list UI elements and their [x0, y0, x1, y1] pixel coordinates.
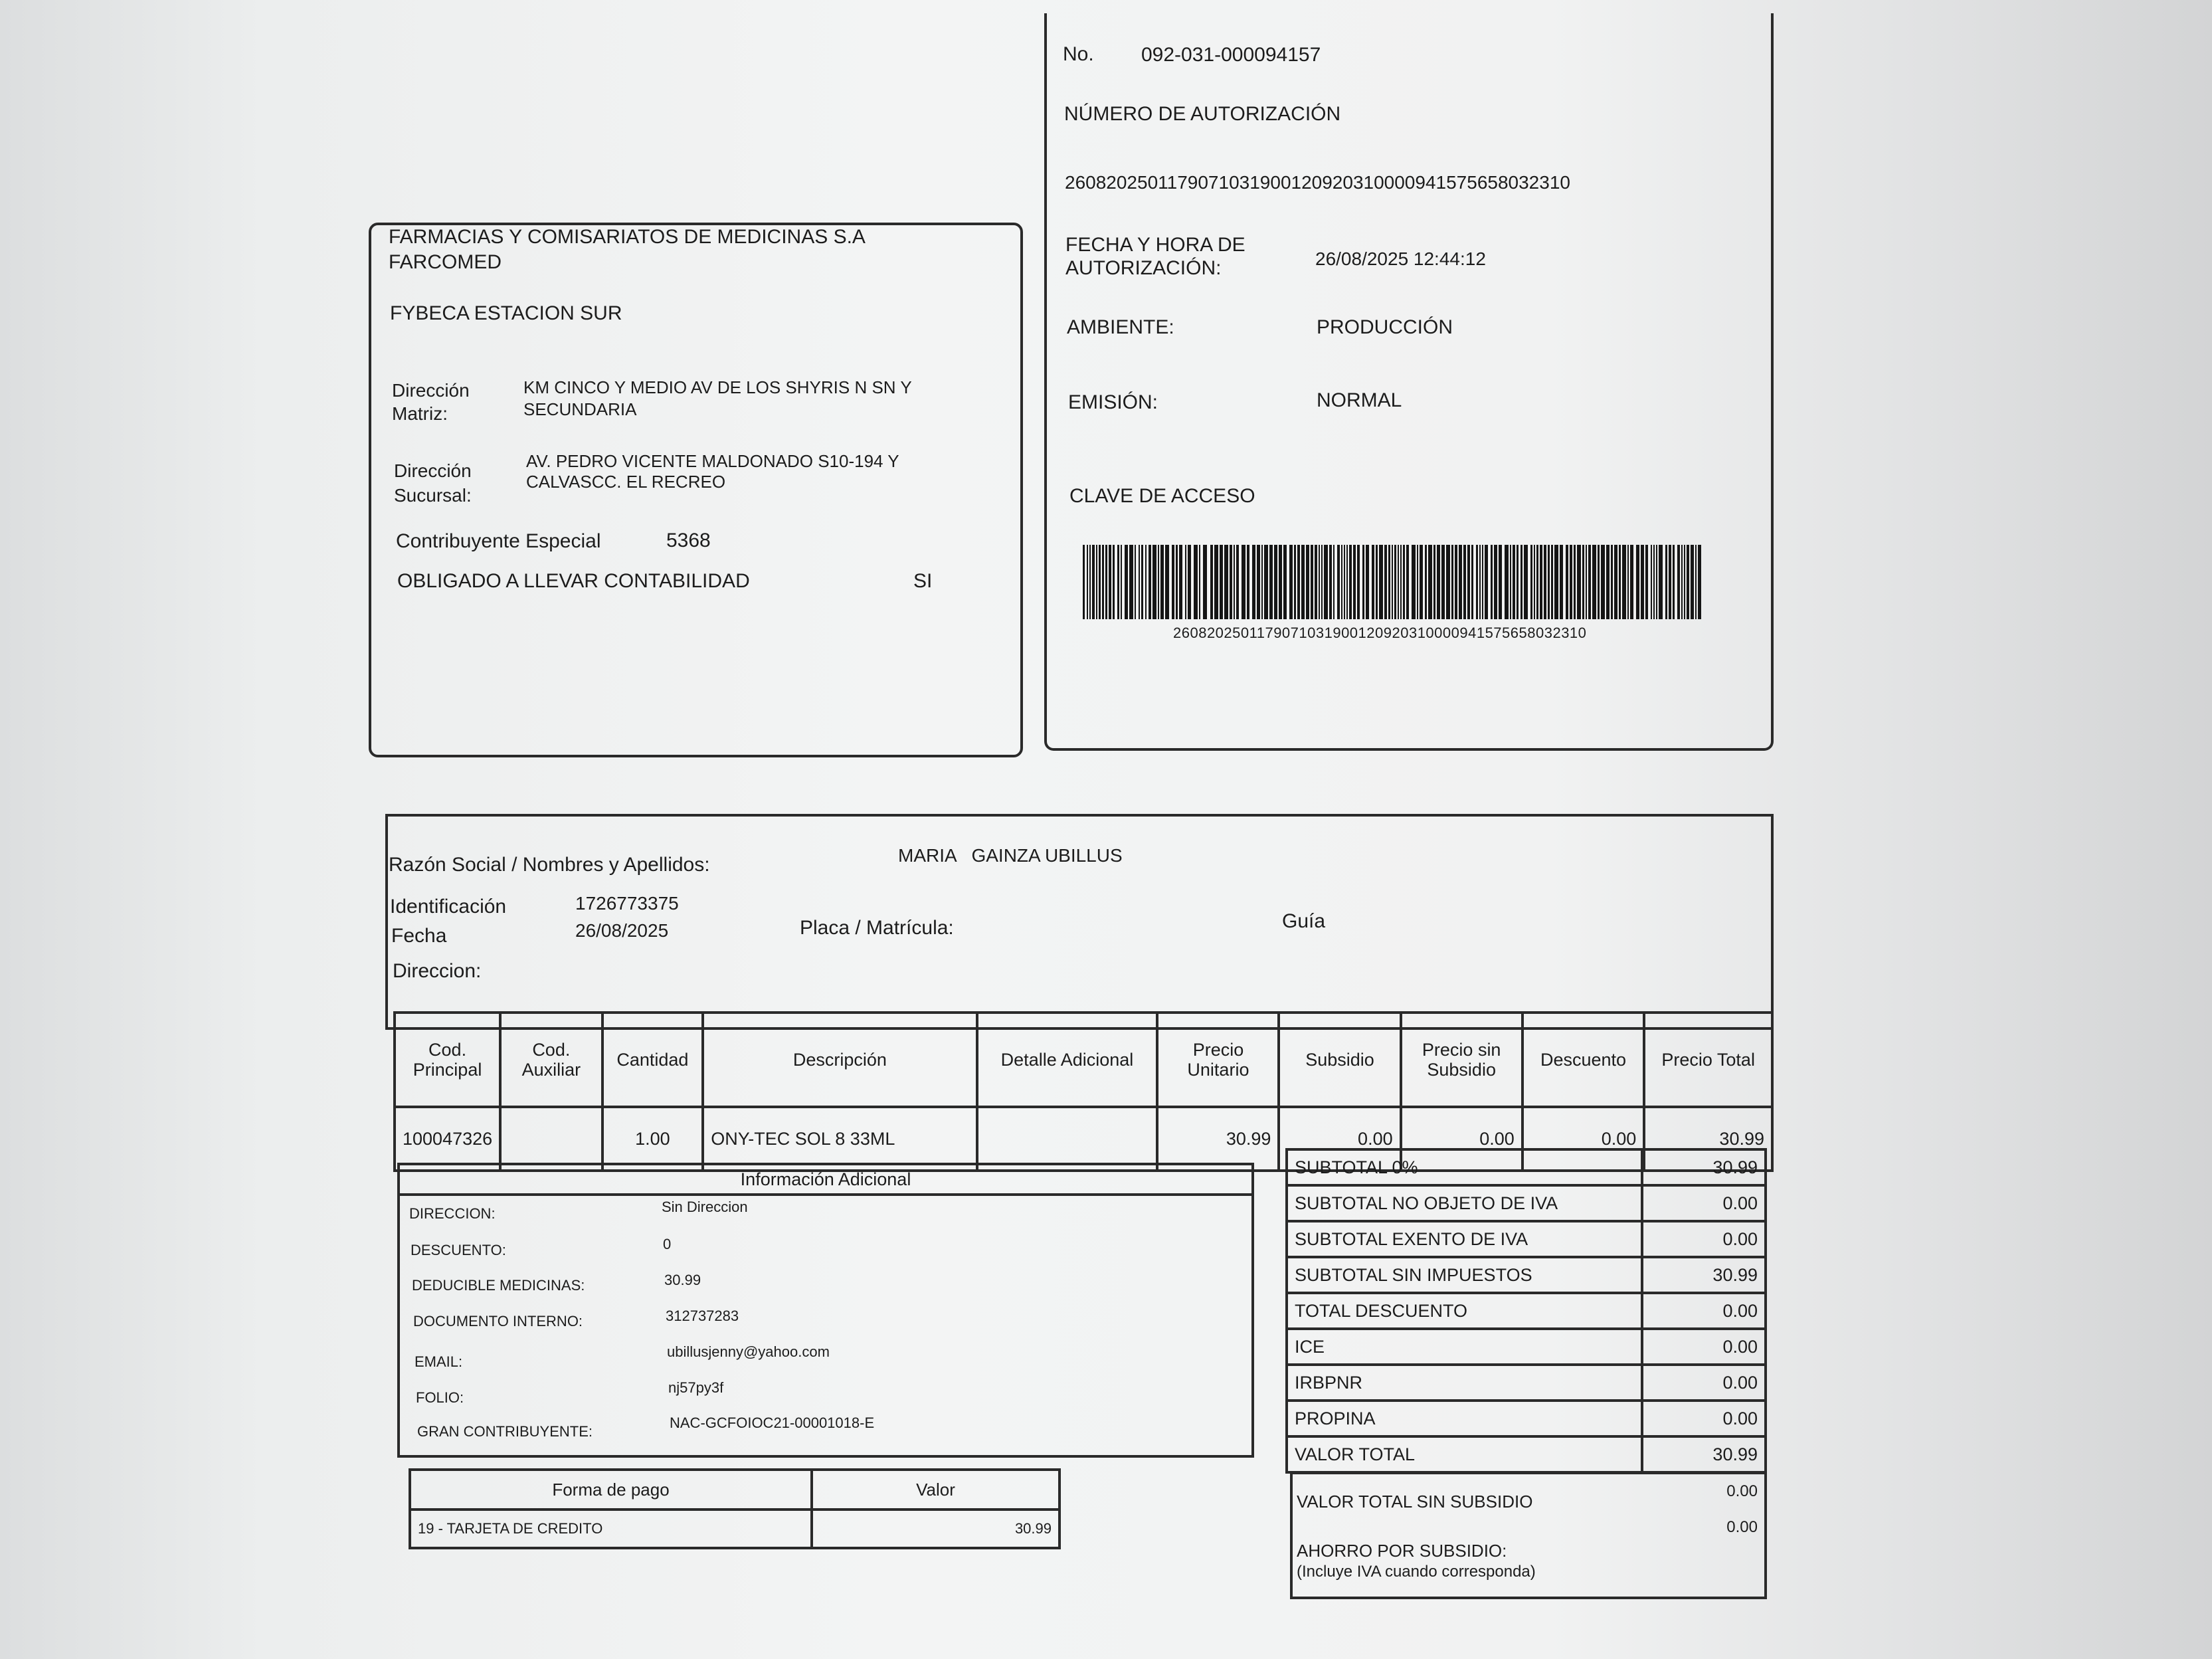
- info-label-email: EMAIL:: [415, 1353, 463, 1370]
- barcode-bar: [1324, 545, 1328, 619]
- barcode-bar: [1252, 545, 1255, 619]
- barcode-bar: [1451, 545, 1453, 619]
- contabilidad-value: SI: [913, 570, 933, 592]
- totals-label: SUBTOTAL EXENTO DE IVA: [1287, 1221, 1642, 1257]
- col-subsidio: Subsidio: [1279, 1013, 1400, 1107]
- razon-social-label: Razón Social / Nombres y Apellidos:: [389, 854, 710, 876]
- barcode-bar: [1433, 545, 1435, 619]
- barcode-bar: [1149, 545, 1151, 619]
- barcode-bar: [1179, 545, 1182, 619]
- totals-label: SUBTOTAL SIN IMPUESTOS: [1287, 1257, 1642, 1293]
- barcode-bar: [1494, 545, 1497, 619]
- barcode-bar: [1517, 545, 1519, 619]
- barcode-bar: [1534, 545, 1535, 619]
- totals-label: IRBPNR: [1287, 1365, 1642, 1401]
- barcode-bar: [1606, 545, 1610, 619]
- barcode-bar: [1306, 545, 1309, 619]
- issuer-name-line2: FARCOMED: [389, 251, 502, 273]
- totals-value: 0.00: [1642, 1293, 1766, 1329]
- barcode-bar: [1510, 545, 1511, 619]
- authorization-date-label-2: AUTORIZACIÓN:: [1065, 257, 1222, 279]
- barcode-bar: [1117, 545, 1119, 619]
- barcode-bar: [1194, 545, 1198, 619]
- barcode-bar: [1592, 545, 1596, 619]
- barcode-bar: [1698, 545, 1701, 619]
- barcode-bar: [1499, 545, 1502, 619]
- barcode-bar: [1548, 545, 1550, 619]
- totals-row: [1287, 1329, 1766, 1365]
- info-label-documento: DOCUMENTO INTERNO:: [413, 1313, 583, 1329]
- barcode-bar: [1459, 545, 1462, 619]
- barcode-bar: [1446, 545, 1450, 619]
- barcode-bar: [1530, 545, 1532, 619]
- barcode-text: 2608202501179071031900120920310000941575658032310: [1173, 625, 1587, 641]
- barcode-bar: [1160, 545, 1164, 619]
- barcode-bar: [1673, 545, 1675, 619]
- barcode-bar: [1412, 545, 1416, 619]
- contribuyente-label: Contribuyente Especial: [396, 530, 601, 552]
- barcode-bar: [1540, 545, 1542, 619]
- payment-method-value: 19 - TARJETA DE CREDITO: [410, 1510, 812, 1548]
- info-value-gran-contribuyente: NAC-GCFOIOC21-00001018-E: [670, 1415, 875, 1431]
- info-label-gran-contribuyente: GRAN CONTRIBUYENTE:: [417, 1423, 593, 1440]
- barcode-bar: [1203, 545, 1207, 619]
- col-forma-pago: Forma de pago: [410, 1470, 812, 1510]
- info-value-direccion: Sin Direccion: [662, 1199, 748, 1215]
- col-cantidad: Cantidad: [602, 1013, 703, 1107]
- barcode-bar: [1141, 545, 1143, 619]
- col-cod-auxiliar: Cod. Auxiliar: [500, 1013, 602, 1107]
- sucursal-label-2: Sucursal:: [394, 485, 472, 506]
- barcode-bar: [1582, 545, 1584, 619]
- barcode-bar: [1294, 545, 1296, 619]
- barcode-bar: [1482, 545, 1483, 619]
- barcode-bar: [1463, 545, 1466, 619]
- placa-label: Placa / Matrícula:: [800, 917, 954, 939]
- barcode-bar: [1598, 545, 1600, 619]
- barcode-bar: [1247, 545, 1249, 619]
- totals-value: 0.00: [1642, 1185, 1766, 1221]
- barcode-bar: [1695, 545, 1697, 619]
- barcode-bar: [1544, 545, 1546, 619]
- barcode-bar: [1471, 545, 1473, 619]
- barcode-bar: [1622, 545, 1626, 619]
- barcode-bar: [1269, 545, 1273, 619]
- barcode-bar: [1651, 545, 1652, 619]
- barcode-bar: [1172, 545, 1174, 619]
- barcode-bar: [1554, 545, 1558, 619]
- totals-value: 30.99: [1642, 1257, 1766, 1293]
- barcode-bar: [1234, 545, 1235, 619]
- cell-descripcion: ONY-TEC SOL 8 33ML: [703, 1107, 976, 1171]
- totals-row: [1287, 1221, 1766, 1257]
- ahorro-value: 0.00: [1726, 1518, 1758, 1536]
- barcode-bar: [1337, 545, 1340, 619]
- barcode-bar: [1577, 545, 1581, 619]
- barcode-bar: [1105, 545, 1107, 619]
- barcode-bar: [1636, 545, 1639, 619]
- barcode-bar: [1653, 545, 1655, 619]
- barcode-bar: [1641, 545, 1644, 619]
- info-value-descuento: 0: [663, 1236, 672, 1252]
- barcode-bar: [1521, 545, 1522, 619]
- barcode-bar: [1437, 545, 1440, 619]
- barcode-bar: [1485, 545, 1488, 619]
- cell-precio-unitario: 30.99: [1157, 1107, 1279, 1171]
- col-precio-unitario: Precio Unitario: [1157, 1013, 1279, 1107]
- info-label-descuento: DESCUENTO:: [411, 1242, 506, 1258]
- barcode-bar: [1089, 545, 1091, 619]
- barcode-bar: [1297, 545, 1300, 619]
- barcode-bar: [1656, 545, 1657, 619]
- totals-label: VALOR TOTAL: [1287, 1436, 1642, 1472]
- ambiente-label: AMBIENTE:: [1067, 316, 1174, 338]
- barcode-bar: [1279, 545, 1282, 619]
- barcode-bar: [1353, 545, 1356, 619]
- cell-subsidio: 0.00: [1279, 1107, 1400, 1171]
- barcode-bar: [1388, 545, 1390, 619]
- col-detalle-adicional: Detalle Adicional: [977, 1013, 1158, 1107]
- barcode-bar: [1398, 545, 1399, 619]
- barcode-bar: [1513, 545, 1515, 619]
- barcode-bar: [1109, 545, 1111, 619]
- direccion-label: Direccion:: [393, 960, 482, 982]
- barcode-bar: [1425, 545, 1427, 619]
- barcode-bar: [1096, 545, 1097, 619]
- barcode-bar: [1083, 545, 1085, 619]
- barcode-bar: [1236, 545, 1239, 619]
- col-descripcion: Descripción: [703, 1013, 976, 1107]
- barcode-bar: [1092, 545, 1095, 619]
- barcode-bar: [1601, 545, 1605, 619]
- col-precio-sin-subsidio: Precio sin Subsidio: [1401, 1013, 1522, 1107]
- barcode-bar: [1357, 545, 1360, 619]
- barcode-bar: [1264, 545, 1268, 619]
- barcode-bar: [1574, 545, 1576, 619]
- cell-detalle: [977, 1107, 1158, 1171]
- totals-row: [1287, 1365, 1766, 1401]
- totals-row: [1287, 1401, 1766, 1436]
- barcode-bar: [1139, 545, 1140, 619]
- barcode-bar: [1125, 545, 1128, 619]
- barcode-bar: [1333, 545, 1335, 619]
- access-key-barcode: [1083, 545, 1707, 630]
- authorization-date-value: 26/08/2025 12:44:12: [1315, 248, 1486, 269]
- barcode-bar: [1210, 545, 1213, 619]
- totals-label: TOTAL DESCUENTO: [1287, 1293, 1642, 1329]
- barcode-bar: [1135, 545, 1136, 619]
- info-value-folio: nj57py3f: [668, 1379, 724, 1396]
- barcode-bar: [1230, 545, 1232, 619]
- info-value-deducible: 30.99: [664, 1272, 701, 1288]
- totals-row: [1287, 1149, 1766, 1185]
- totals-row: [1287, 1293, 1766, 1329]
- barcode-bar: [1455, 545, 1457, 619]
- barcode-bar: [1329, 545, 1332, 619]
- barcode-bar: [1152, 545, 1156, 619]
- emision-label: EMISIÓN:: [1068, 391, 1158, 413]
- info-label-deducible: DEDUCIBLE MEDICINAS:: [412, 1277, 585, 1294]
- payment-header-row: [410, 1470, 1060, 1510]
- barcode-bar: [1684, 545, 1685, 619]
- barcode-bar: [1289, 545, 1293, 619]
- cell-precio-total: 30.99: [1644, 1107, 1772, 1171]
- barcode-bar: [1341, 545, 1342, 619]
- barcode-bar: [1315, 545, 1317, 619]
- barcode-bar: [1224, 545, 1228, 619]
- totals-label: SUBTOTAL NO OBJETO DE IVA: [1287, 1185, 1642, 1221]
- items-header-row: [395, 1013, 1772, 1107]
- barcode-bar: [1087, 545, 1088, 619]
- barcode-bar: [1376, 545, 1378, 619]
- barcode-bar: [1476, 545, 1478, 619]
- barcode-bar: [1344, 545, 1345, 619]
- fecha-value: 26/08/2025: [575, 920, 669, 941]
- fecha-label: Fecha: [391, 925, 447, 947]
- totals-value: 0.00: [1642, 1221, 1766, 1257]
- barcode-bar: [1428, 545, 1432, 619]
- identificacion-label: Identificación: [390, 896, 507, 918]
- info-adicional-title: Información Adicional: [400, 1165, 1251, 1196]
- barcode-bar: [1311, 545, 1313, 619]
- barcode-bar: [1362, 545, 1364, 619]
- col-valor: Valor: [812, 1470, 1060, 1510]
- barcode-bar: [1274, 545, 1277, 619]
- emision-value: NORMAL: [1317, 389, 1402, 411]
- barcode-bar: [1113, 545, 1115, 619]
- barcode-bar: [1645, 545, 1648, 619]
- col-precio-total: Precio Total: [1644, 1013, 1772, 1107]
- barcode-bar: [1681, 545, 1683, 619]
- identificacion-value: 1726773375: [575, 893, 679, 914]
- ambiente-value: PRODUCCIÓN: [1317, 316, 1453, 338]
- ahorro-label-2: (Incluye IVA cuando corresponda): [1297, 1563, 1536, 1581]
- barcode-bar: [1677, 545, 1680, 619]
- barcode-bar: [1400, 545, 1402, 619]
- barcode-bar: [1214, 545, 1218, 619]
- info-label-folio: FOLIO:: [416, 1389, 464, 1406]
- barcode-bar: [1627, 545, 1629, 619]
- barcode-bar: [1524, 545, 1528, 619]
- barcode-bar: [1619, 545, 1621, 619]
- barcode-bar: [1392, 545, 1393, 619]
- totals-label: PROPINA: [1287, 1401, 1642, 1436]
- barcode-bar: [1121, 545, 1122, 619]
- barcode-bar: [1257, 545, 1260, 619]
- barcode-bar: [1145, 545, 1147, 619]
- barcode-bar: [1321, 545, 1323, 619]
- barcode-bar: [1220, 545, 1223, 619]
- totals-label: SUBTOTAL 0%: [1287, 1149, 1642, 1185]
- totals-label: ICE: [1287, 1329, 1642, 1365]
- cell-descuento: 0.00: [1522, 1107, 1645, 1171]
- barcode-bar: [1586, 545, 1587, 619]
- cell-cod-principal: 100047326: [395, 1107, 500, 1171]
- authorization-number-value: 2608202501179071031900120920310000941575658032310: [1065, 172, 1570, 193]
- barcode-bar: [1479, 545, 1481, 619]
- issuer-branch: FYBECA ESTACION SUR: [390, 302, 622, 324]
- info-value-documento: 312737283: [666, 1308, 739, 1324]
- valor-sin-subsidio-label: VALOR TOTAL SIN SUBSIDIO: [1297, 1492, 1533, 1512]
- totals-row: [1287, 1257, 1766, 1293]
- barcode-bar: [1536, 545, 1538, 619]
- barcode-bar: [1406, 545, 1409, 619]
- barcode-bar: [1366, 545, 1369, 619]
- clave-acceso-label: CLAVE DE ACCESO: [1069, 485, 1255, 507]
- barcode-bar: [1372, 545, 1374, 619]
- sucursal-label-1: Dirección: [394, 460, 472, 481]
- issuer-name-line1: FARMACIAS Y COMISARIATOS DE MEDICINAS S.A: [389, 226, 866, 248]
- barcode-bar: [1560, 545, 1563, 619]
- subsidy-box: [1290, 1472, 1767, 1599]
- cell-cantidad: 1.00: [602, 1107, 703, 1171]
- barcode-bar: [1188, 545, 1191, 619]
- authorization-number-label: NÚMERO DE AUTORIZACIÓN: [1064, 103, 1341, 125]
- barcode-bar: [1185, 545, 1186, 619]
- barcode-bar: [1505, 545, 1509, 619]
- totals-value: 0.00: [1642, 1365, 1766, 1401]
- sucursal-value-1: AV. PEDRO VICENTE MALDONADO S10-194 Y: [526, 451, 899, 471]
- totals-row: [1287, 1185, 1766, 1221]
- valor-sin-subsidio-value: 0.00: [1726, 1482, 1758, 1500]
- barcode-bar: [1158, 545, 1159, 619]
- totals-value: 30.99: [1642, 1436, 1766, 1472]
- barcode-bar: [1588, 545, 1591, 619]
- totals-value: 0.00: [1642, 1401, 1766, 1436]
- barcode-bar: [1165, 545, 1169, 619]
- barcode-bar: [1659, 545, 1663, 619]
- barcode-bar: [1283, 545, 1287, 619]
- payment-amount-value: 30.99: [812, 1510, 1060, 1548]
- contribuyente-value: 5368: [666, 530, 711, 551]
- barcode-bar: [1394, 545, 1396, 619]
- barcode-bar: [1570, 545, 1572, 619]
- info-adicional-box: [397, 1163, 1254, 1458]
- barcode-bar: [1384, 545, 1387, 619]
- matriz-value-2: SECUNDARIA: [523, 399, 637, 419]
- ahorro-label-1: AHORRO POR SUBSIDIO:: [1297, 1541, 1507, 1561]
- barcode-bar: [1551, 545, 1553, 619]
- barcode-bar: [1687, 545, 1689, 619]
- contabilidad-label: OBLIGADO A LLEVAR CONTABILIDAD: [397, 570, 750, 592]
- col-cod-principal: Cod. Principal: [395, 1013, 500, 1107]
- barcode-bar: [1379, 545, 1383, 619]
- barcode-bar: [1199, 545, 1200, 619]
- totals-value: 0.00: [1642, 1329, 1766, 1365]
- cell-cod-auxiliar: [500, 1107, 602, 1171]
- barcode-bar: [1319, 545, 1320, 619]
- barcode-bar: [1403, 545, 1405, 619]
- info-label-direccion: DIRECCION:: [409, 1205, 496, 1222]
- barcode-bar: [1566, 545, 1568, 619]
- barcode-bar: [1102, 545, 1104, 619]
- payment-table: [409, 1468, 1061, 1549]
- barcode-bar: [1614, 545, 1617, 619]
- barcode-bar: [1441, 545, 1445, 619]
- barcode-bar: [1349, 545, 1352, 619]
- barcode-bar: [1669, 545, 1671, 619]
- totals-table: [1285, 1148, 1767, 1474]
- barcode-bar: [1630, 545, 1633, 619]
- barcode-bar: [1467, 545, 1470, 619]
- matriz-label-1: Dirección: [392, 380, 470, 401]
- barcode-bar: [1176, 545, 1178, 619]
- authorization-date-label-1: FECHA Y HORA DE: [1065, 234, 1245, 256]
- matriz-value-1: KM CINCO Y MEDIO AV DE LOS SHYRIS N SN Y: [523, 377, 912, 397]
- barcode-bar: [1691, 545, 1694, 619]
- col-descuento: Descuento: [1522, 1013, 1645, 1107]
- barcode-bar: [1346, 545, 1348, 619]
- info-value-email: ubillusjenny@yahoo.com: [667, 1343, 830, 1360]
- table-row: [410, 1510, 1060, 1548]
- matriz-label-2: Matriz:: [392, 403, 448, 424]
- guia-label: Guía: [1282, 910, 1326, 932]
- barcode-bar: [1417, 545, 1418, 619]
- sucursal-value-2: CALVASCC. EL RECREO: [526, 472, 726, 492]
- totals-value: 30.99: [1642, 1149, 1766, 1185]
- barcode-bar: [1301, 545, 1305, 619]
- barcode-bar: [1491, 545, 1493, 619]
- barcode-bar: [1129, 545, 1133, 619]
- barcode-bar: [1242, 545, 1245, 619]
- barcode-bar: [1665, 545, 1667, 619]
- totals-row: [1287, 1436, 1766, 1472]
- barcode-bar: [1420, 545, 1423, 619]
- razon-social-value: MARIA GAINZA UBILLUS: [898, 845, 1123, 866]
- barcode-bar: [1261, 545, 1263, 619]
- barcode-bar: [1099, 545, 1101, 619]
- invoice-number-label: No.: [1063, 43, 1094, 65]
- barcode-bar: [1611, 545, 1613, 619]
- invoice-number-value: 092-031-000094157: [1141, 44, 1321, 66]
- cell-precio-sin-subsidio: 0.00: [1401, 1107, 1522, 1171]
